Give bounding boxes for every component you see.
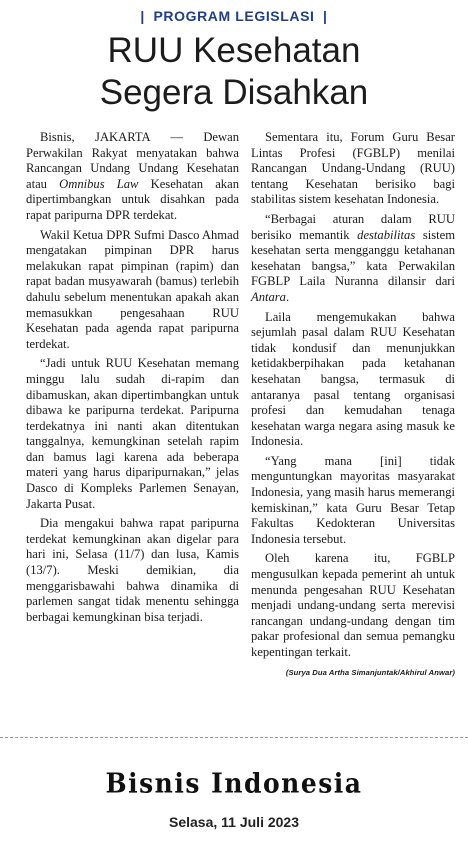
rubric-right-bar: | [323,8,328,24]
article-column-left [26,130,239,629]
paragraph-right-4: “Yang mana [ini] tidak menguntungkan mayoritas masyarakat Indonesia, yang masih harus memerangi kemiskinan,” kata Guru Besar Tetap Fakultas Kedokteran Universitas Indonesia tersebut. [251,453,455,546]
paragraph-right-2 [251,212,455,306]
rubric-left-bar: | [140,8,145,24]
paragraph-left-4: Dia mengakui bahwa rapat paripurna terdekat kemungkinan akan digelar para hari ini, Selasa (11/7) dan lusa, Kamis (13/7). Meski demikian, dia menggarisbawahi bahwa dinamika di parlemen sangat tidak menentu sehingga berbagai kemungkinan bisa terjadi. [26,516,239,624]
paragraph-left-1 [26,130,239,224]
section-rubric [0,8,468,24]
headline-line-1: RUU Kesehatan [107,31,361,70]
article-headline [0,30,468,114]
italic-term: Omnibus Law [59,176,139,191]
newspaper-masthead: Bisnis Indonesia [105,767,363,800]
text-run: Bisnis, JAKARTA — Dewan Perwakilan Rakyat menyatakan bahwa Rancangan Undang Undang Kesehatan atau [26,130,239,191]
text-run: sistem kesehatan serta mengganggu ketahanan kesehatan bangsa,” kata Perwakilan FGBLP Laila Nuranna dilansir dari [251,227,456,289]
italic-term: destabilitas [357,227,416,242]
text-run: Kesehatan akan dipertimbangkan untuk disahkan pada rapat paripurna DPR terdekat. [26,176,239,222]
rubric-label: PROGRAM LEGISLASI [153,8,315,24]
paragraph-right-3: Laila mengemukakan bahwa sejumlah pasal dalam RUU Kesehatan tidak kondusif dan menunjukkan ketidakberpihakan pada ketahanan kesehatan bangsa, termasuk di antaranya pasal tentang organisasi profesi dan kemudahan tenaga kesehatan warga negara asing masuk ke Indonesia. [251,309,455,449]
paragraph-left-3: “Jadi untuk RUU Kesehatan memang minggu lalu sudah di-rapim dan dibamuskan, akan dipertimbangkan untuk dibawa ke paripurna terdekat. Paripurna terdekatnya ini nanti akan ditentukan tanggalnya, kemungkinan setelah rapim dan bamus lagi karena ada beberapa materi yang harus diparipurnakan,” jelas Dasco di Kompleks Parlemen Senayan, Jakarta Pusat. [26,356,239,511]
paragraph-right-1: Sementara itu, Forum Guru Besar Lintas Profesi (FGBLP) menilai Rancangan Undang-Undang (RUU) tentang Kesehatan berisiko bagi stabilitas sistem kesehatan Indonesia. [251,130,455,207]
text-run: “Berbagai aturan dalam RUU berisiko memantik [251,211,455,242]
text-run: . [285,289,290,304]
article-column-right [251,130,455,680]
paragraph-right-5: Oleh karena itu, FGBLP mengusulkan kepada pemerint ah untuk menunda pengesahan RUU Kesehatan menjadi undang-undang serta merevisi rancangan undang-undang dengan tim pakar profesional dan semua pemangku kepentingan terkait. [251,551,455,659]
paragraph-left-2: Wakil Ketua DPR Sufmi Dasco Ahmad mengatakan pimpinan DPR harus melakukan rapat pimpinan (rapim) dan rapat badan musyawarah (bamus) terlebih dahulu sebelum menentukan apakah akan memasukkan pengesahaan RUU Kesehatan pada agenda rapat paripurna terdekat. [26,227,239,351]
author-credit: (Surya Dua Artha Simanjuntak/Akhirul Anwar) [285,667,455,677]
headline-line-2: Segera Disahkan [99,73,369,112]
footer-divider [0,737,468,738]
italic-term: Antara [251,289,286,304]
publication-date: Selasa, 11 Juli 2023 [169,814,299,830]
